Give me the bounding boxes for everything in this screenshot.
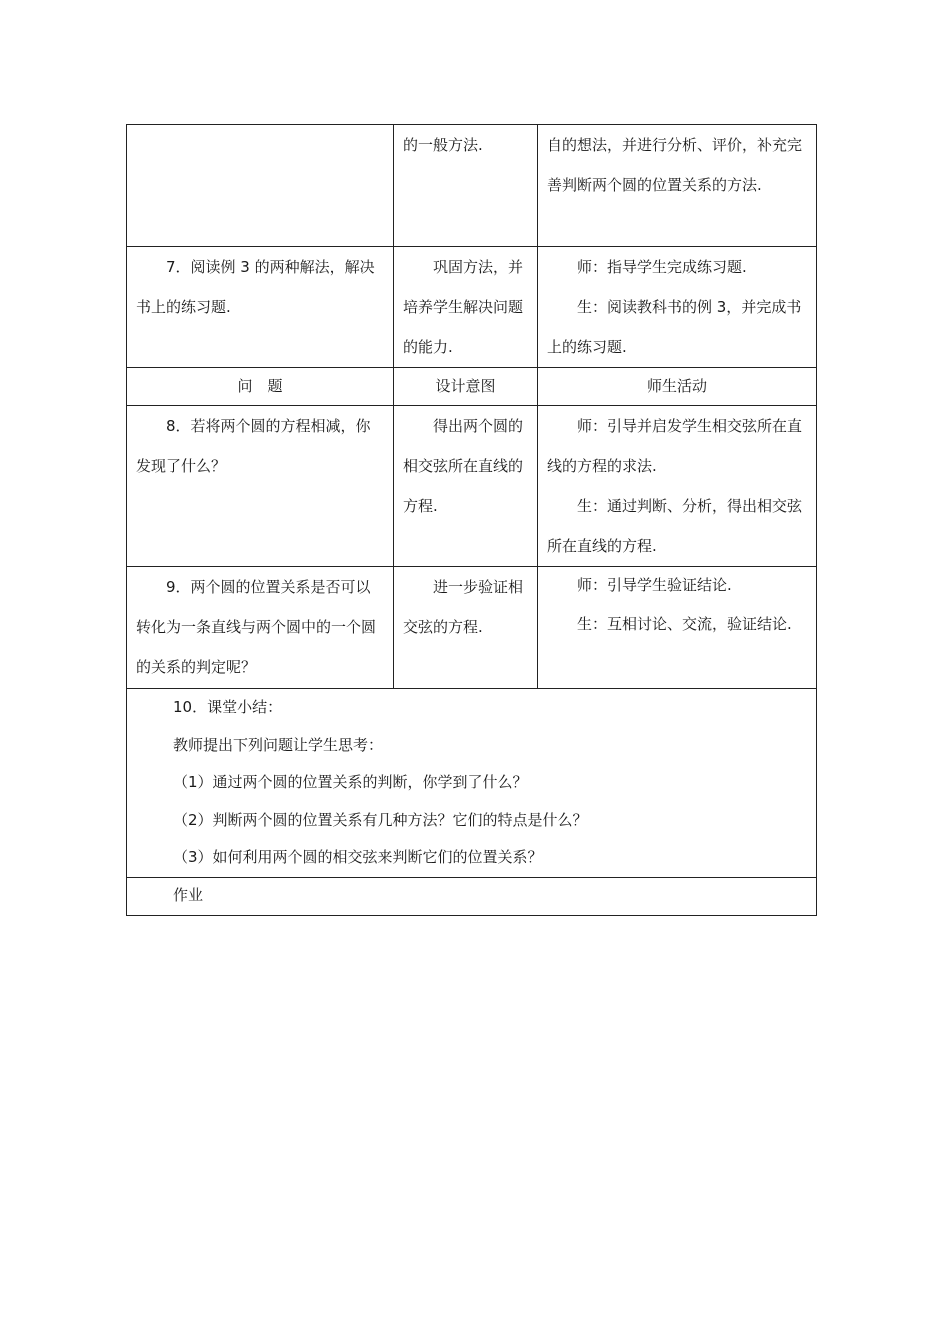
header-intent: 设计意图 <box>394 368 538 406</box>
table-row-continued <box>127 125 817 247</box>
cell-summary <box>127 689 817 878</box>
question-text: 9．两个圆的位置关系是否可以转化为一条直线与两个圆中的一个圆的关系的判定呢？ <box>136 578 377 676</box>
table-row-7 <box>127 247 817 368</box>
question-text: 8．若将两个圆的方程相减，你发现了什么？ <box>136 417 371 475</box>
cell-intent-9 <box>394 567 538 689</box>
cell-question-8 <box>127 406 394 567</box>
cell-question-7 <box>127 247 394 368</box>
activity-student: 生：通过判断、分析，得出相交弦所在直线的方程. <box>547 497 803 555</box>
summary-intro: 教师提出下列问题让学生思考： <box>173 735 384 754</box>
activity-text: 自的想法，并进行分析、评价，补充完善判断两个圆的位置关系的方法. <box>547 136 803 194</box>
cell-activity-9 <box>538 567 817 689</box>
cell-intent-continued <box>394 125 538 247</box>
summary-title: 10．课堂小结： <box>173 698 283 716</box>
question-text: 7．阅读例 3 的两种解法，解决书上的练习题. <box>136 258 375 316</box>
cell-intent-7 <box>394 247 538 368</box>
intent-text: 的一般方法. <box>403 136 483 154</box>
header-question: 问 题 <box>127 368 394 406</box>
cell-homework <box>127 877 817 915</box>
intent-text: 巩固方法，并培养学生解决问题的能力. <box>403 258 524 356</box>
table-row-summary <box>127 689 817 878</box>
table-row-homework <box>127 877 817 915</box>
table-row-8 <box>127 406 817 567</box>
lesson-plan-table <box>126 124 817 916</box>
cell-activity-7 <box>538 247 817 368</box>
summary-item-2: （2）判断两个圆的位置关系有几种方法？它们的特点是什么？ <box>173 810 588 829</box>
homework-label: 作业 <box>173 885 204 904</box>
cell-question-continued <box>127 125 394 247</box>
cell-activity-8 <box>538 406 817 567</box>
cell-activity-continued <box>538 125 817 247</box>
cell-question-9 <box>127 567 394 689</box>
summary-item-1: （1）通过两个圆的位置关系的判断，你学到了什么？ <box>173 773 528 791</box>
table-row-9 <box>127 567 817 689</box>
activity-student: 生：阅读教科书的例 3，并完成书上的练习题. <box>547 298 802 356</box>
activity-teacher: 师：引导并启发学生相交弦所在直线的方程的求法. <box>547 417 803 475</box>
activity-teacher: 师：引导学生验证结论. <box>577 576 732 594</box>
summary-item-3: （3）如何利用两个圆的相交弦来判断它们的位置关系？ <box>173 848 543 866</box>
cell-intent-8 <box>394 406 538 567</box>
activity-student: 生：互相讨论、交流，验证结论. <box>577 615 792 633</box>
activity-teacher: 师：指导学生完成练习题. <box>577 258 747 276</box>
table-header-row <box>127 368 817 406</box>
intent-text: 进一步验证相交弦的方程. <box>403 578 524 636</box>
intent-text: 得出两个圆的相交弦所在直线的方程. <box>403 417 524 515</box>
header-activity: 师生活动 <box>538 368 817 406</box>
